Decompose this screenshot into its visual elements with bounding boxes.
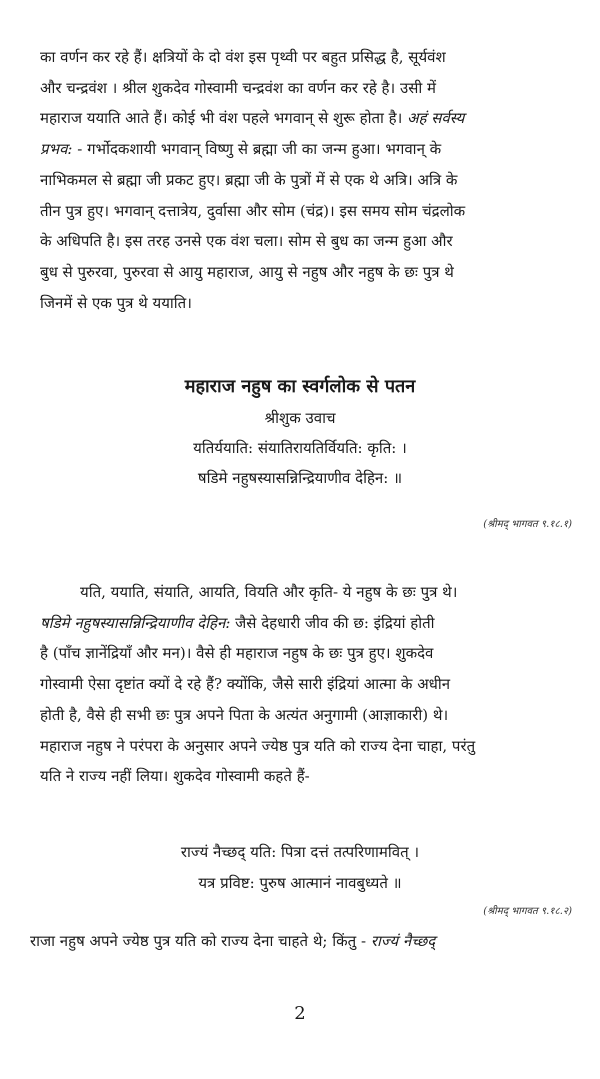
italic-quote: प्रभव:: [40, 140, 73, 159]
verse-line: यतिर्ययाति: संयातिरायतिर्वियति: कृति: ।: [193, 439, 407, 457]
italic-quote: राज्यं नैच्छद्: [370, 932, 436, 950]
paragraph-line: [40, 103, 580, 134]
paragraph-line: नाभिकमल से ब्रह्मा जी प्रकट हुए। ब्रह्मा जी के पुत्रों में से एक थे अत्रि। अत्रि के: [40, 170, 458, 189]
paragraph-line: के अधिपति है। इस तरह उनसे एक वंश चला। सोम से बुध का जन्म हुआ और: [40, 232, 453, 251]
paragraph-line-text: जैसे देहधारी जीव की छ: इंद्रियां होती: [230, 613, 435, 632]
paragraph-line: जिनमें से एक पुत्र थे ययाति।: [40, 293, 192, 312]
verse-speaker: श्रीशुक उवाच: [264, 409, 336, 427]
paragraph-line: का वर्णन कर रहे हैं। क्षत्रियों के दो वंश इस पृथ्वी पर बहुत प्रसिद्ध है, सूर्यवंश: [40, 48, 446, 66]
paragraph-line: महाराज नहुष ने परंपरा के अनुसार अपने ज्येष्ठ पुत्र यति को राज्य देना चाहा, परंतु: [40, 736, 476, 755]
italic-quote: षडिमे नहुषस्यासन्निन्द्रियाणीव देहिन:: [40, 613, 231, 632]
paragraph-line: यति ने राज्य नहीं लिया। शुकदेव गोस्वामी कहते हैं-: [40, 767, 310, 786]
paragraph-line: [40, 608, 580, 639]
paragraph-line-text: महाराज ययाति आते हैं। कोई भी वंश पहले भगवान् से शुरू होता है।: [40, 109, 403, 128]
section-heading: महाराज नहुष का स्वर्गलोक से पतन: [184, 376, 416, 397]
paragraph-1: [40, 42, 580, 318]
paragraph-line: होती है, वैसे ही सभी छः पुत्र अपने पिता के अत्यंत अनुगामी (आज्ञाकारी) थे।: [40, 705, 449, 724]
italic-quote: अहं सर्वस्य: [407, 109, 465, 128]
verse-line: राज्यं नैच्छद् यति: पित्रा दत्तं तत्परिणामवित् ।: [180, 843, 420, 861]
verse-line: यत्र प्रविष्ट: पुरुष आत्मानं नावबुध्यते ॥: [198, 874, 402, 892]
paragraph-line-text: - गर्भोदकशायी भगवान् विष्णु से ब्रह्मा जी का जन्म हुआ। भगवान् के: [72, 140, 442, 159]
paragraph-line: तीन पुत्र हुए। भगवान् दत्तात्रेय, दुर्वासा और सोम (चंद्र)। इस समय सोम चंद्रलोक: [40, 201, 466, 220]
paragraph-2: [40, 577, 580, 792]
paragraph-line: है (पाँच ज्ञानेंद्रियाँ और मन)। वैसे ही महाराज नहुष के छः पुत्र हुए। शुकदेव: [40, 644, 434, 663]
paragraph-line: यति, ययाति, संयाति, आयति, वियति और कृति- ये नहुष के छः पुत्र थे।: [80, 583, 458, 601]
paragraph-line: और चन्द्रवंश । श्रील शुकदेव गोस्वामी चन्द्रवंश का वर्णन कर रहे है। उसी में: [40, 78, 436, 97]
page-number: 2: [294, 1003, 306, 1024]
paragraph-3: [30, 926, 590, 957]
verse-reference: (श्रीमद् भागवत ९.१८.१): [483, 519, 572, 530]
paragraph-line-text: राजा नहुष अपने ज्येष्ठ पुत्र यति को राज्य देना चाहते थे; किंतु -: [30, 932, 371, 950]
verse-line: षडिमे नहुषस्यासन्निन्द्रियाणीव देहिन: ॥: [197, 469, 403, 487]
paragraph-line: [30, 926, 590, 957]
paragraph-line: गोस्वामी ऐसा दृष्टांत क्यों दे रहे हैं? क्योंकि, जैसे सारी इंद्रियां आत्मा के अधीन: [40, 675, 451, 694]
verse-reference: (श्रीमद् भागवत ९.१८.२): [483, 906, 572, 917]
paragraph-line: बुध से पुरुरवा, पुरुरवा से आयु महाराज, आयु से नहुष और नहुष के छः पुत्र थे: [40, 262, 454, 281]
paragraph-line: [40, 134, 580, 165]
